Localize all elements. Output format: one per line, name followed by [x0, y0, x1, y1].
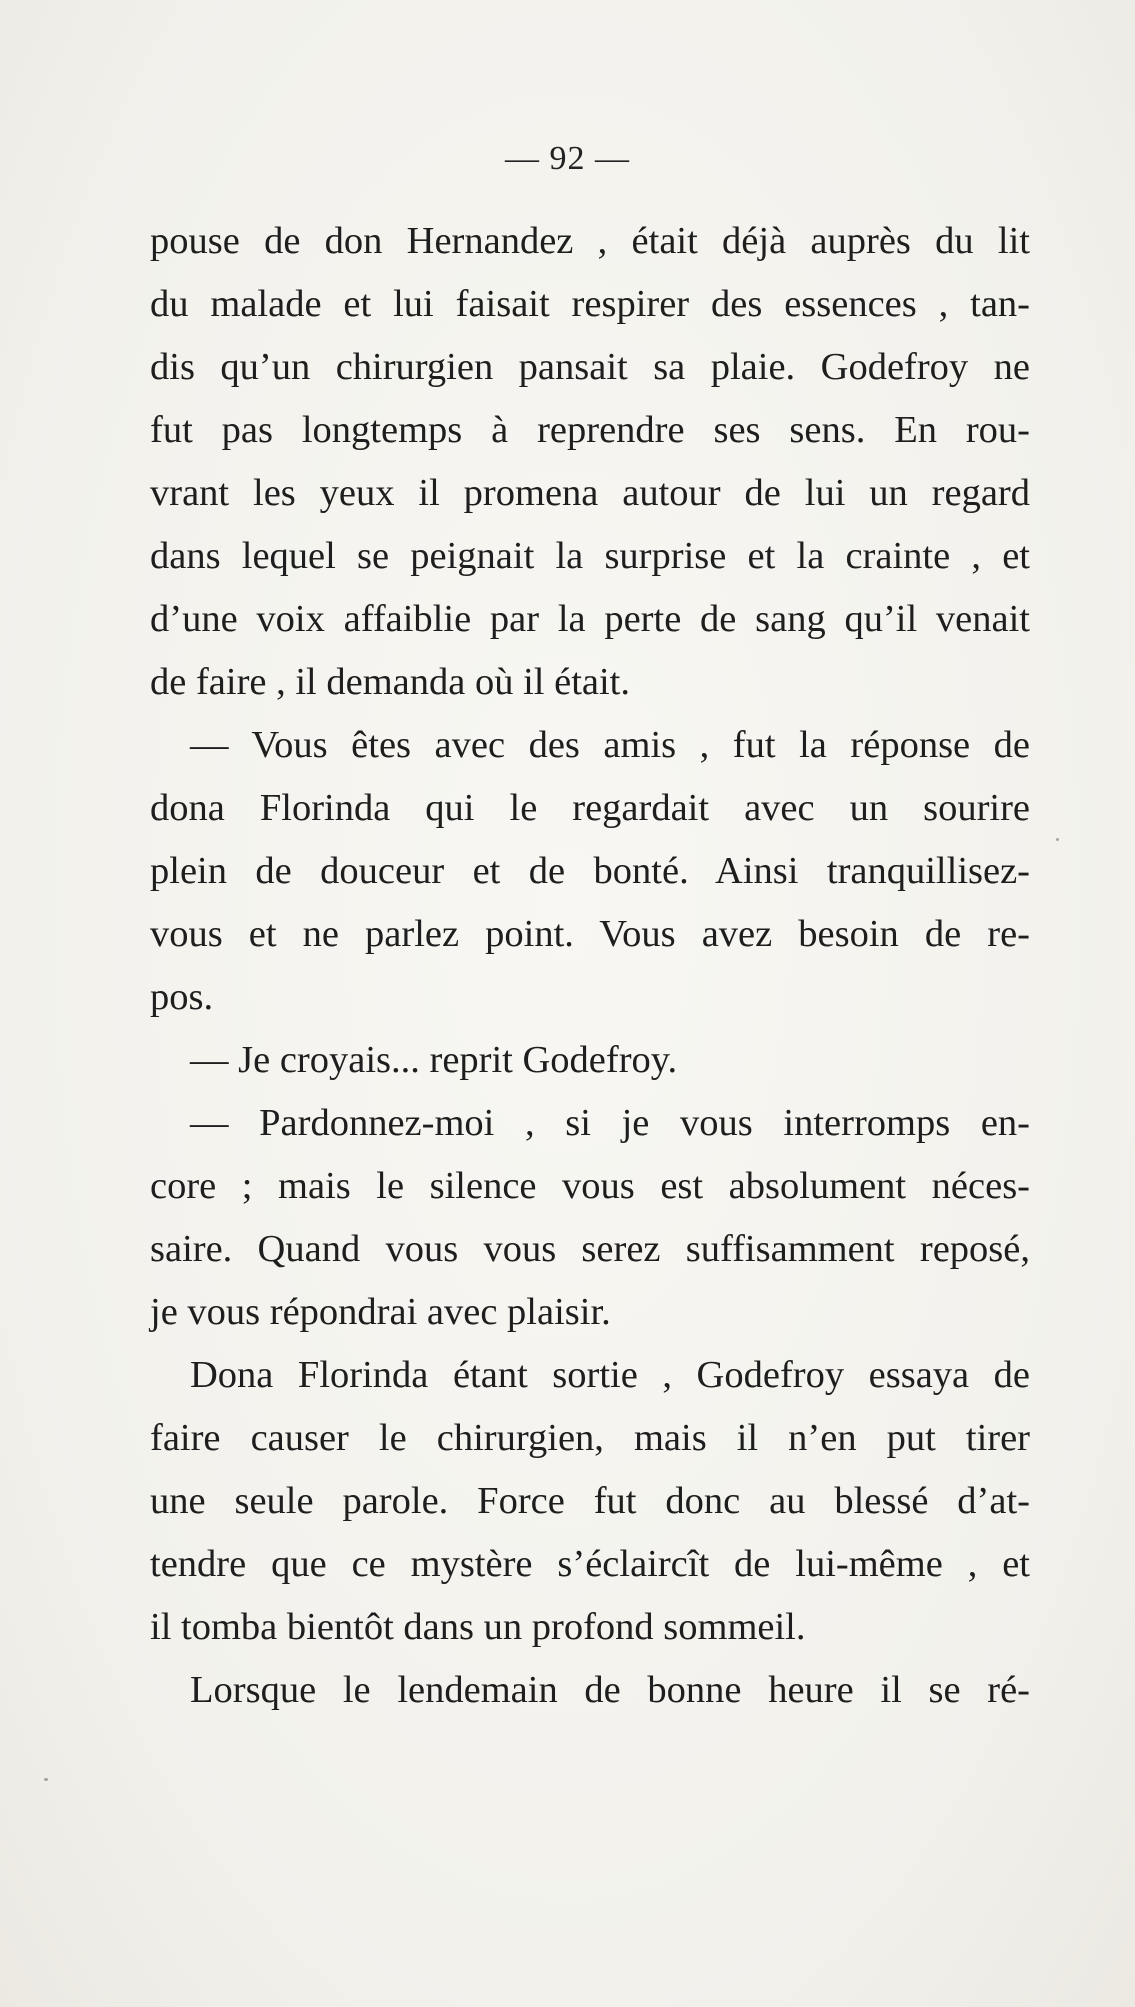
body-text	[150, 210, 1030, 1722]
text-line: du malade et lui faisait respirer des essences , tan-	[150, 283, 1030, 325]
text-line: pouse de don Hernandez , était déjà auprès du lit	[150, 220, 1030, 262]
text-line: dans lequel se peignait la surprise et la crainte , et	[150, 535, 1030, 577]
text-line: de faire , il demanda où il était.	[150, 661, 630, 703]
text-line: faire causer le chirurgien, mais il n’en put tirer	[150, 1417, 1030, 1459]
text-line: je vous répondrai avec plaisir.	[150, 1291, 611, 1333]
text-line: core ; mais le silence vous est absolument néces-	[150, 1165, 1030, 1207]
text-line: il tomba bientôt dans un profond sommeil.	[150, 1606, 806, 1648]
text-line: d’une voix affaiblie par la perte de sang qu’il venait	[150, 598, 1030, 640]
text-line: dis qu’un chirurgien pansait sa plaie. Godefroy ne	[150, 346, 1030, 388]
text-line: une seule parole. Force fut donc au blessé d’at-	[150, 1480, 1030, 1522]
text-line: pos.	[150, 976, 214, 1018]
text-line: — Pardonnez-moi , si je vous interromps en-	[190, 1102, 1030, 1144]
page-number: — 92 —	[505, 140, 630, 177]
paper-speck	[44, 1778, 48, 1781]
text-line: dona Florinda qui le regardait avec un sourire	[150, 787, 1030, 829]
text-line: Dona Florinda étant sortie , Godefroy essaya de	[190, 1354, 1030, 1396]
text-line: tendre que ce mystère s’éclaircît de lui-même , et	[150, 1543, 1030, 1585]
text-line: saire. Quand vous vous serez suffisamment reposé,	[150, 1228, 1030, 1270]
text-line: — Je croyais... reprit Godefroy.	[190, 1039, 678, 1081]
text-line: Lorsque le lendemain de bonne heure il se ré-	[190, 1669, 1030, 1711]
text-line: — Vous êtes avec des amis , fut la réponse de	[190, 724, 1030, 766]
text-line: fut pas longtemps à reprendre ses sens. En rou-	[150, 409, 1030, 451]
paper-speck	[1056, 838, 1059, 841]
text-line: vrant les yeux il promena autour de lui un regard	[150, 472, 1030, 514]
text-line: plein de douceur et de bonté. Ainsi tranquillisez-	[150, 850, 1030, 892]
text-line: vous et ne parlez point. Vous avez besoin de re-	[150, 913, 1030, 955]
